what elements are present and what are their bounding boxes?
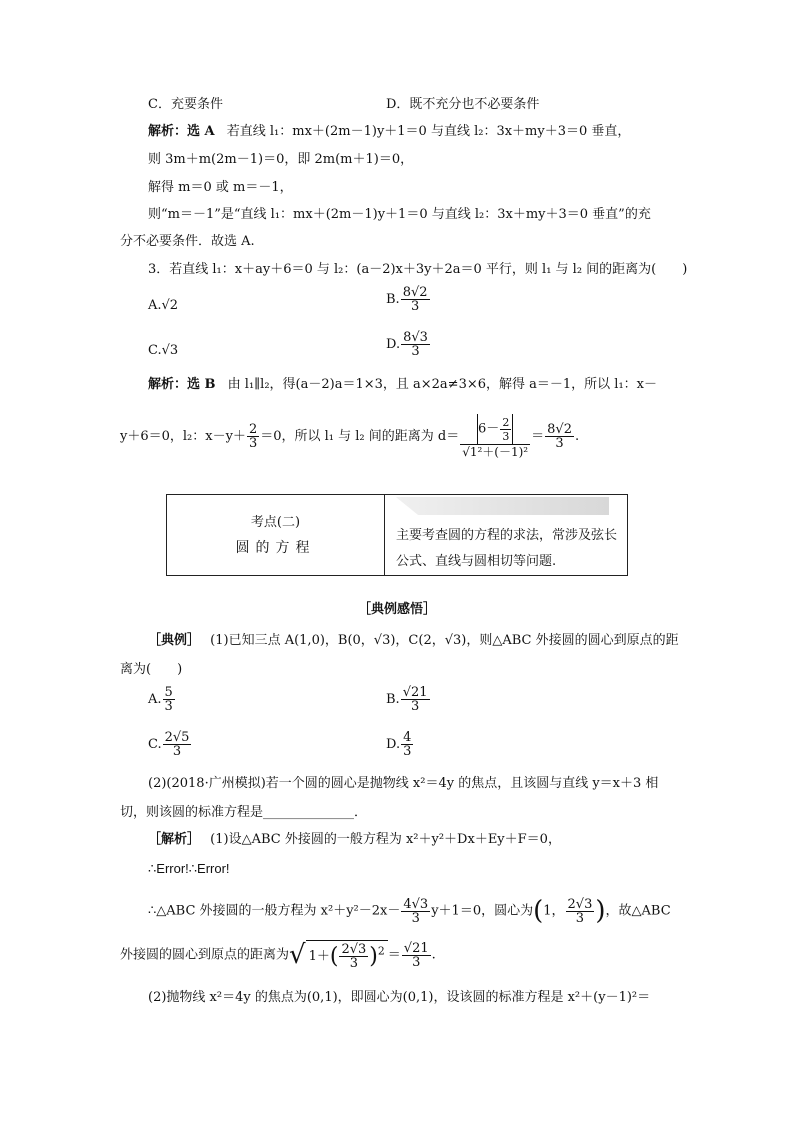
q3-option-d-num: 8√3 — [403, 330, 428, 345]
q3-option-d — [386, 331, 431, 358]
center-x: 1， — [543, 903, 565, 919]
distance-fraction — [460, 414, 530, 459]
center-y-num: 2√3 — [567, 896, 593, 912]
example-text: (1)已知三点 A(1,0)，B(0，√3)，C(2，√3)，则△ABC 外接圆的圆心到原点的距 — [210, 633, 679, 648]
example-option-a-letter: A. — [148, 692, 162, 707]
example-option-a-den: 3 — [164, 699, 173, 714]
example-option-c-num: 2√5 — [164, 730, 190, 745]
analysis-line-4: 外接圆的圆心到原点的距离为√ 1＋( $\frac{2√3}{3}$ )$^2$ ＝ $\frac{√21}{3}$ . — [120, 940, 436, 971]
solution-1-line-2: 则 3m＋m(2m－1)＝0，即 2m(m＋1)＝0， — [148, 152, 414, 167]
analysis-label: ［解析］ — [148, 832, 201, 847]
q3-solution-line-1 — [148, 377, 657, 393]
topic-box-title: 考点(二) — [250, 515, 301, 530]
solution-1-line-1 — [148, 124, 630, 140]
q3-option-a: A.√2 — [148, 298, 179, 313]
q3-solution-mid: ＝0，所以 l₁ 与 l₂ 间的距离为 d＝ — [260, 429, 460, 444]
analysis-line-3-pre: ∴△ABC 外接圆的一般方程为 x²＋y²－2x－ — [148, 903, 401, 919]
solution-label: 解析：选 A — [148, 124, 215, 139]
example-option-a-num: 5 — [164, 685, 173, 700]
solution-1-line-5: 分不必要条件．故选 A. — [120, 234, 255, 249]
distance-result-num: 8√2 — [547, 422, 572, 437]
example-line-1 — [148, 633, 679, 649]
q3-option-b-num: 8√2 — [402, 285, 428, 300]
result-den: 3 — [412, 954, 421, 970]
solution-1-line-4: 则“m＝－1”是“直线 l₁：mx＋(2m－1)y＋1＝0 与直线 l₂：3x＋my＋3＝0 垂直”的充 — [148, 207, 651, 222]
analysis-line-4-pre: 外接圆的圆心到原点的距离为 — [120, 947, 290, 963]
example-option-d-den: 3 — [403, 744, 412, 759]
example-option-b-den: 3 — [410, 699, 420, 714]
topic-box-description: 主要考查圆的方程的求法，常涉及弦长公式、直线与圆相切等问题. — [396, 528, 618, 569]
result-dot: . — [431, 947, 436, 963]
q3-solution-line-2: y＋6＝0，l₂：x－y＋ $\frac{2}{3}$ ＝0，所以 l₁ 与 l₂ 间的距离为 d＝ 6－ $\frac{2}{3}$ √1²＋(－1)² ＝ $\frac{8√2}{3}$ . — [120, 415, 580, 459]
example-option-b-letter: B. — [386, 692, 400, 707]
result-num: √21 — [403, 940, 429, 956]
error-text: ∴Error!∴Error! — [148, 861, 230, 876]
example-option-d — [386, 731, 414, 758]
analysis-line-3: ∴△ABC 外接圆的一般方程为 x²＋y²－2x－ $\frac{4√3}{3}$ y＋1＝0，圆心为(1， $\frac{2√3}{3}$ )，故△ABC — [148, 896, 671, 926]
equals-sign: ＝ — [387, 947, 401, 963]
analysis-line-3-end: ，故△ABC — [605, 903, 671, 919]
radicand-pre: 1＋ — [308, 949, 330, 964]
q3-solution-label: 解析：选 B — [148, 377, 216, 392]
radicand-square: 2 — [377, 944, 385, 958]
option-c: C．充要条件 — [148, 97, 223, 112]
q3-solution-pre: y＋6＝0，l₂：x－y＋ — [120, 429, 246, 444]
distance-inner-den: 3 — [502, 429, 510, 443]
example-option-c-den: 3 — [172, 744, 182, 759]
example-option-b-num: √21 — [402, 685, 428, 700]
frac-two-thirds-num: 2 — [248, 422, 258, 437]
q3-option-b-letter: B. — [386, 292, 400, 307]
example-option-d-letter: D. — [386, 737, 401, 752]
center-y-den: 3 — [575, 910, 585, 926]
topic-box-banner — [387, 497, 609, 515]
section-title: ［典例感悟］ — [357, 602, 436, 617]
example-2-line-1: (2)(2018·广州模拟)若一个圆的圆心是抛物线 x²＝4y 的焦点，且该圆与直线 y＝x＋3 相 — [148, 776, 659, 791]
q3-option-d-letter: D. — [386, 337, 401, 352]
radicand-den: 3 — [349, 956, 359, 971]
q3-option-b — [386, 286, 431, 313]
distance-den-text: √1²＋(－1)² — [462, 445, 529, 459]
analysis-text: (1)设△ABC 外接圆的一般方程为 x²＋y²＋Dx＋Ey＋F＝0， — [210, 832, 561, 847]
solution-1-line-3: 解得 m＝0 或 m＝－1， — [148, 180, 293, 195]
coef-den: 3 — [411, 910, 420, 926]
example-option-d-num: 4 — [403, 730, 412, 745]
distance-result-den: 3 — [555, 436, 564, 451]
example-option-c-letter: C. — [148, 737, 162, 752]
analysis-line-3-mid: y＋1＝0，圆心为 — [431, 903, 534, 919]
q3-solution-text: 由 l₁∥l₂，得(a－2)a＝1×3，且 a×2a≠3×6，解得 a＝－1，所以 l₁：x－ — [227, 377, 657, 392]
solution-text: 若直线 l₁：mx＋(2m－1)y＋1＝0 与直线 l₂：3x＋my＋3＝0 垂直， — [226, 124, 631, 139]
topic-box-topic: 圆的方程 — [235, 540, 316, 556]
example-2-line-2: 切，则该圆的标准方程是______________． — [120, 805, 368, 820]
option-d: D．既不充分也不必要条件 — [386, 97, 540, 112]
coef-num: 4√3 — [403, 896, 429, 912]
analysis-line-1 — [148, 832, 561, 848]
topic-box-divider — [384, 495, 385, 575]
analysis-line-5: (2)抛物线 x²＝4y 的焦点为(0,1)，即圆心为(0,1)，设该圆的标准方程是 x²＋(y－1)²＝ — [148, 990, 651, 1005]
distance-inner-num: 2 — [502, 415, 510, 429]
q3-option-b-den: 3 — [410, 299, 420, 314]
example-label: ［典例］ — [148, 633, 201, 648]
example-option-a — [148, 686, 176, 713]
frac-two-thirds-den: 3 — [248, 436, 258, 451]
example-option-b — [386, 686, 431, 713]
example-line-2: 离为( ) — [120, 662, 183, 677]
q3-option-c: C.√3 — [148, 343, 179, 358]
topic-box — [166, 494, 628, 576]
radicand-num: 2√3 — [341, 942, 367, 957]
example-option-c — [148, 731, 192, 758]
q3-solution-end: . — [574, 429, 580, 444]
distance-num-text: 6－ — [478, 421, 500, 437]
question-3: 3．若直线 l₁：x＋ay＋6＝0 与 l₂：(a－2)x＋3y＋2a＝0 平行，则 l₁ 与 l₂ 间的距离为( ) — [148, 262, 688, 277]
q3-option-d-den: 3 — [411, 344, 420, 359]
